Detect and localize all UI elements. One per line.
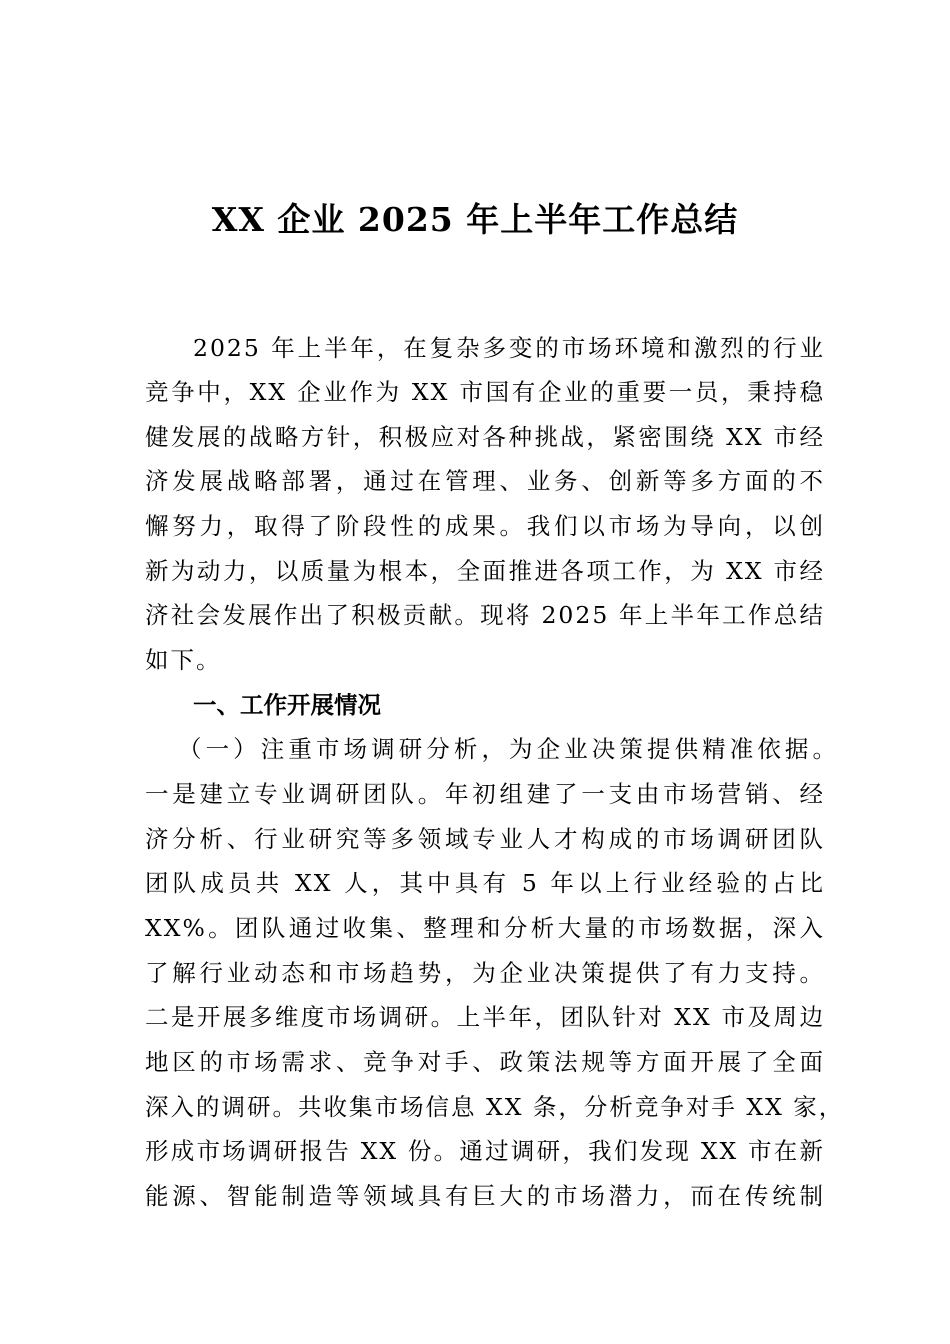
intro-line: 健发展的战略方针，积极应对各种挑战，紧密围绕 XX 市经: [145, 423, 825, 451]
section-heading: 一、工作开展情况: [193, 691, 381, 719]
body-line: 团队成员共 XX 人，其中具有 5 年以上行业经验的占比: [145, 869, 825, 897]
subsection-heading: （一）注重市场调研分析，为企业决策提供精准依据。: [178, 735, 838, 763]
intro-line: 新为动力，以质量为根本，全面推进各项工作，为 XX 市经: [145, 557, 825, 585]
body-line: XX%。团队通过收集、整理和分析大量的市场数据，深入: [145, 914, 825, 942]
intro-line: 竞争中，XX 企业作为 XX 市国有企业的重要一员，秉持稳: [145, 378, 825, 406]
body-line: 地区的市场需求、竞争对手、政策法规等方面开展了全面: [145, 1048, 825, 1076]
body-line: 形成市场调研报告 XX 份。通过调研，我们发现 XX 市在新: [145, 1137, 825, 1165]
body-line: 深入的调研。共收集市场信息 XX 条，分析竞争对手 XX 家，: [145, 1093, 845, 1121]
intro-line: 懈努力，取得了阶段性的成果。我们以市场为导向，以创: [145, 512, 825, 540]
intro-line: 济发展战略部署，通过在管理、业务、创新等多方面的不: [145, 467, 825, 495]
intro-line: 济社会发展作出了积极贡献。现将 2025 年上半年工作总结: [145, 601, 825, 629]
body-line: 二是开展多维度市场调研。上半年，团队针对 XX 市及周边: [145, 1003, 825, 1031]
body-line: 能源、智能制造等领域具有巨大的市场潜力，而在传统制: [145, 1182, 825, 1210]
body-line: 了解行业动态和市场趋势，为企业决策提供了有力支持。: [145, 959, 825, 987]
body-line: 济分析、行业研究等多领域专业人才构成的市场调研团队: [145, 825, 825, 853]
intro-line: 2025 年上半年，在复杂多变的市场环境和激烈的行业: [193, 334, 825, 362]
document-title: XX 企业 2025 年上半年工作总结: [211, 200, 739, 239]
body-line: 一是建立专业调研团队。年初组建了一支由市场营销、经: [145, 780, 825, 808]
intro-line: 如下。: [145, 646, 222, 674]
